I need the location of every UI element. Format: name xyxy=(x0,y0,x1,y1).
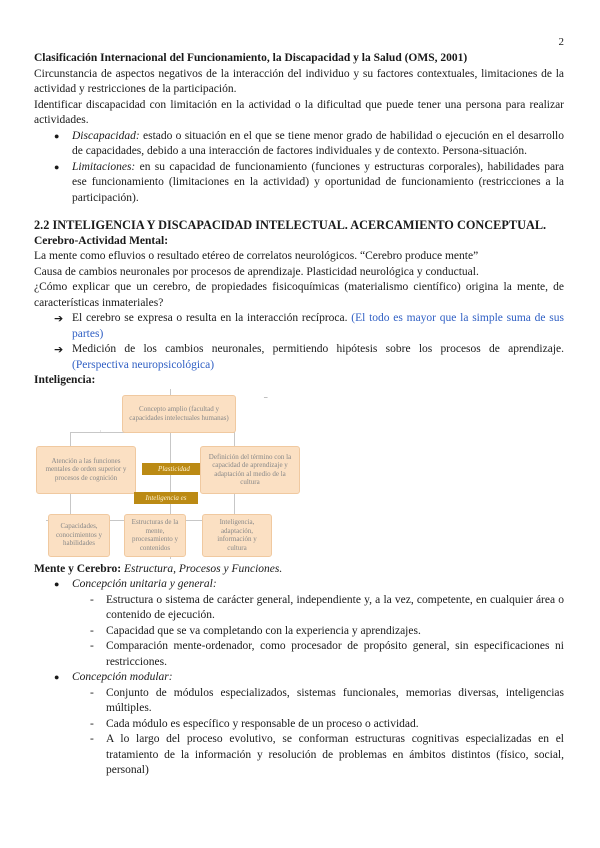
list-item: - Comparación mente-ordenador, como procesador de propósito general, sin especificaciones ni restricciones. xyxy=(34,639,564,670)
connector-line xyxy=(234,432,235,446)
arrow-right-icon: ➔ xyxy=(54,343,64,356)
list-item xyxy=(34,129,564,160)
list-item xyxy=(34,311,564,342)
diagram-top-box: Concepto amplio (facultad y capacidades intelectuales humanas) xyxy=(122,395,236,433)
arrow-list xyxy=(34,311,564,373)
concepciones-list xyxy=(34,670,564,686)
cerebro-line: La mente como efluvios o resultado etéreo de correlatos neurológicos. “Cerebro produce mente” xyxy=(34,250,479,262)
arrow-text: El cerebro se expresa o resulta en la interacción recíproca. xyxy=(72,312,352,324)
list-item xyxy=(34,577,564,593)
diagram-tag-inteligencia: Inteligencia es xyxy=(134,492,198,504)
list-item xyxy=(34,670,564,686)
diagram-bottom-box: Estructuras de la mente, procesamiento y contenidos xyxy=(124,514,186,557)
inteligencia-heading: Inteligencia: xyxy=(34,374,96,386)
arrow-note: (Perspectiva neuropsicológica) xyxy=(72,358,215,371)
concepcion-unitaria-items xyxy=(34,593,564,671)
concepciones-list xyxy=(34,577,564,593)
diagram-bottom-box: Capacidades, conocimientos y habilidades xyxy=(48,514,110,557)
cerebro-line: ¿Cómo explicar que un cerebro, de propiedades fisicoquímicas (materialismo científico) origina la mente, de características inmateriales? xyxy=(34,281,564,309)
diagram-bottom-box: Inteligencia, adaptación, información y cultura xyxy=(202,514,272,557)
arrow-text: Medición de los cambios neuronales, permitiendo hipótesis sobre los procesos de aprendizaje. xyxy=(72,343,564,355)
arrow-note: (El todo es mayor que la simple suma de sus partes) xyxy=(72,312,564,340)
page-content xyxy=(34,51,564,779)
list-item: - Estructura o sistema de carácter general, independiente y, a la vez, competente, en cualquier área o contenido de ejecución. xyxy=(34,593,564,624)
bullet-term: Limitaciones: xyxy=(72,160,136,173)
bullet-text: en su capacidad de funcionamiento (funciones y estructuras corporales), habilidades para ese funcionamiento (limitaciones en la actividad) y oportunidad de funcionamiento (restricciones a la participación). xyxy=(72,160,564,204)
arrow-right-icon: ➔ xyxy=(54,312,64,325)
cerebro-heading: Cerebro-Actividad Mental: xyxy=(34,234,169,247)
diagram-tag-plasticidad: Plasticidad xyxy=(142,463,206,475)
cif-paragraph-2: Identificar discapacidad con limitación en la actividad o la dificultad que puede tener una persona para realizar actividades. xyxy=(34,98,564,126)
inteligencia-diagram xyxy=(34,392,564,562)
cif-bullet-list xyxy=(34,129,564,207)
list-item xyxy=(34,160,564,207)
concepcion-label: Concepción modular: xyxy=(72,671,173,683)
page-number: 2 xyxy=(558,36,564,48)
cif-title: Clasificación Internacional del Funcionamiento, la Discapacidad y la Salud (OMS, 2001) xyxy=(34,52,468,64)
diagram-tick-mark: – xyxy=(264,392,268,401)
mente-heading xyxy=(34,562,564,578)
bullet-term: Discapacidad: xyxy=(72,129,140,142)
list-item: - A lo largo del proceso evolutivo, se conforman estructuras cognitivas especializadas en el tratamiento de la información y resolución de problemas en ámbitos distintos (físico, social, personal) xyxy=(34,732,564,779)
bullet-text: estado o situación en el que se tiene menor grado de habilidad o ejecución en el desarrollo de capacidades, debido a una interacción de factores individuales y de contexto. Persona-situación. xyxy=(72,129,564,157)
list-item: - Capacidad que se va completando con la experiencia y aprendizajes. xyxy=(34,624,564,640)
diagram-right-box: Definición del término con la capacidad de aprendizaje y adaptación al medio de la cultura xyxy=(200,446,300,494)
section-heading: 2.2 INTELIGENCIA Y DISCAPACIDAD INTELECTUAL. ACERCAMIENTO CONCEPTUAL. xyxy=(34,218,547,232)
list-item: - Conjunto de módulos especializados, sistemas funcionales, memorias diversas, inteligencias múltiples. xyxy=(34,686,564,717)
concepcion-modular-items xyxy=(34,686,564,779)
connector-line xyxy=(70,432,71,446)
list-item: - Cada módulo es específico y responsable de un proceso o actividad. xyxy=(34,717,564,733)
list-item xyxy=(34,342,564,373)
mente-heading-bold: Mente y Cerebro: xyxy=(34,562,122,575)
cerebro-line: Causa de cambios neuronales por procesos de aprendizaje. Plasticidad neurológica y conductual. xyxy=(34,265,479,278)
cif-paragraph-1: Circunstancia de aspectos negativos de la interacción del individuo y su factores contextuales, limitaciones de la actividad y restricciones de la participación. xyxy=(34,67,564,95)
diagram-left-box: Atención a las funciones mentales de orden superior y procesos de cognición xyxy=(36,446,136,494)
mente-heading-italic: Estructura, Procesos y Funciones. xyxy=(121,562,283,575)
concepcion-label: Concepción unitaria y general: xyxy=(72,578,217,590)
